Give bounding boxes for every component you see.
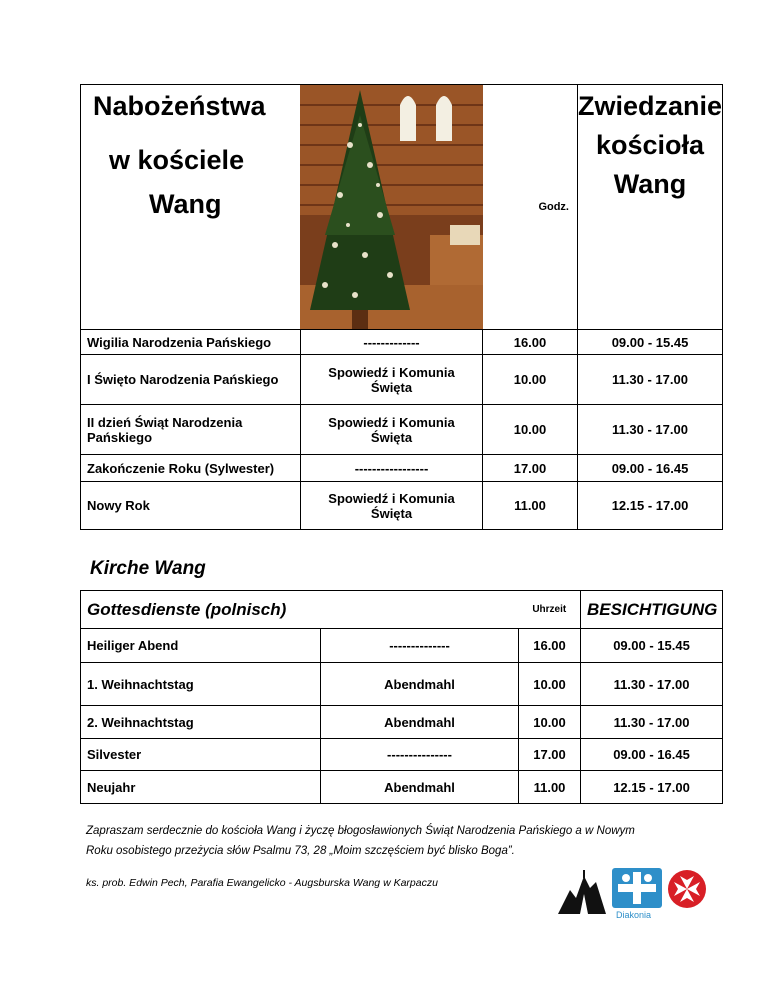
time-cell: 16.00 [519,629,581,663]
christmas-tree-photo [300,85,483,329]
visit-cell: 11.30 - 17.00 [578,355,723,405]
service-cell: Spowiedź i Komunia Święta [301,355,483,405]
time-cell: 17.00 [519,739,581,771]
table-row [81,482,723,530]
visit-cell: 09.00 - 15.45 [578,330,723,355]
visit-line2: kościoła [595,130,705,161]
hour-label: Godz. [538,201,569,213]
table-row [81,629,723,663]
table-row [81,706,723,739]
visit-cell: 09.00 - 15.45 [581,629,723,663]
title-line1: Nabożeństwa [93,91,266,121]
day-cell: Nowy Rok [81,482,301,530]
visit-line3: Wang [613,169,687,200]
visit-header-cell [578,85,723,330]
time-cell: 10.00 [483,405,578,455]
title-line2: w kościele [109,145,245,175]
table-row [81,405,723,455]
service-cell: --------------- [321,739,519,771]
day-cell: Zakończenie Roku (Sylwester) [81,455,301,482]
church-wang-logo [556,868,608,916]
visit-cell: 11.30 - 17.00 [578,405,723,455]
time-cell: 16.00 [483,330,578,355]
time-label: Uhrzeit [519,591,581,629]
signature: ks. prob. Edwin Pech, Parafia Ewangelicko - Augsburska Wang w Karpaczu [86,877,438,889]
polish-schedule-table [80,84,723,530]
header-title-cell [81,85,483,330]
service-cell: Abendmahl [321,771,519,804]
time-cell: 10.00 [519,706,581,739]
time-cell: 11.00 [483,482,578,530]
time-cell: 11.00 [519,771,581,804]
table-row [81,330,723,355]
service-cell: -------------- [321,629,519,663]
table-row [81,771,723,804]
header-row [81,85,723,330]
table-row [81,455,723,482]
day-cell: II dzień Świąt Narodzenia Pańskiego [81,405,301,455]
visit-label: BESICHTIGUNG [581,591,723,629]
service-cell: Abendmahl [321,706,519,739]
service-cell: Spowiedź i Komunia Święta [301,405,483,455]
visit-cell: 12.15 - 17.00 [578,482,723,530]
diakonia-logo [612,868,662,908]
table-row [81,355,723,405]
table-row [81,739,723,771]
time-cell: 17.00 [483,455,578,482]
german-heading: Kirche Wang [90,558,206,579]
visit-cell: 09.00 - 16.45 [578,455,723,482]
invitation-line2: Roku osobistego przeżycia słów Psalmu 73, 28 „Moim szczęściem być blisko Boga”. [86,845,515,857]
visit-cell: 11.30 - 17.00 [581,706,723,739]
visit-cell: 12.15 - 17.00 [581,771,723,804]
day-cell: 2. Weihnachtstag [81,706,321,739]
day-cell: 1. Weihnachtstag [81,663,321,706]
visit-cell: 09.00 - 16.45 [581,739,723,771]
diakonia-label: Diakonia [616,910,652,920]
services-label: Gottesdienste (polnisch) [81,591,519,629]
time-cell: 10.00 [483,355,578,405]
johanniter-cross-logo [668,870,706,908]
day-cell: Silvester [81,739,321,771]
day-cell: Wigilia Narodzenia Pańskiego [81,330,301,355]
day-cell: I Święto Narodzenia Pańskiego [81,355,301,405]
service-cell: Abendmahl [321,663,519,706]
german-header-row [81,591,723,629]
table-row [81,663,723,706]
visit-cell: 11.30 - 17.00 [581,663,723,706]
service-cell: ------------- [301,330,483,355]
title-line3: Wang [149,189,222,219]
day-cell: Neujahr [81,771,321,804]
time-cell: 10.00 [519,663,581,706]
service-cell: ----------------- [301,455,483,482]
day-cell: Heiliger Abend [81,629,321,663]
invitation-line1: Zapraszam serdecznie do kościoła Wang i życzę błogosławionych Świąt Narodzenia Pańskiego a w Nowym [86,825,635,837]
service-cell: Spowiedź i Komunia Święta [301,482,483,530]
german-schedule-table [80,590,723,804]
hour-label-cell [483,85,578,330]
visit-line1: Zwiedzanie [578,91,723,121]
